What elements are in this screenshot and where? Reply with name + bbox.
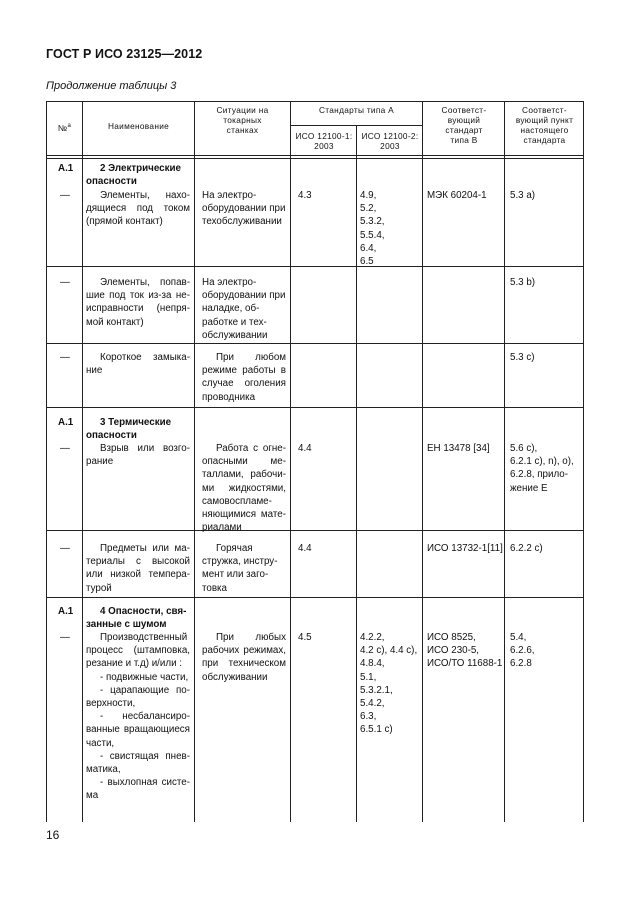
situation: Горячая стружка, инструмент или заготовка (202, 543, 278, 594)
row-line (46, 343, 584, 344)
col-divider-2 (194, 101, 195, 822)
iso-12100-1-ref: 4.5 (298, 632, 312, 643)
row-line (46, 266, 584, 267)
section-heading: 4 Опасности, связанные с шумом (86, 606, 187, 631)
header-bottom-line (46, 155, 584, 156)
header-iso-12100-2: ИСО 12100-2: 2003 (361, 131, 419, 151)
row-number: А.1 (58, 606, 74, 617)
hazard-name: Короткое замыкание (86, 352, 190, 377)
document-title: ГОСТ Р ИСО 23125—2012 (46, 47, 203, 61)
row-number: — (60, 543, 70, 554)
section-heading: 3 Термические опасности (86, 417, 172, 442)
row-number: — (60, 632, 70, 643)
header-situations: Ситуации на токарных станках (216, 105, 269, 135)
type-b-standard: ИСО 8525, ИСО 230-5, ИСО/ТО 11688-1 (427, 632, 503, 670)
header-bottom-line-2 (46, 158, 584, 159)
type-b-standard: ИСО 13732-1[11] (427, 543, 503, 554)
row-number: — (60, 190, 70, 201)
table-border-left (46, 101, 47, 822)
header-type-a: Стандарты типа А (318, 105, 395, 115)
situation: При любом режиме работы в случае оголения проводника (202, 352, 286, 403)
hazard-name: Предметы или материалы с высокой или низкой температурой (86, 543, 190, 594)
situation: При любых рабочих режимах, при техническом обслуживании (202, 632, 286, 683)
col-divider-5 (422, 101, 423, 822)
clause-ref: 5.4, 6.2.6, 6.2.8 (510, 632, 535, 670)
header-name: Наименование (107, 121, 170, 131)
row-line (46, 407, 584, 408)
table-border-top (46, 101, 584, 102)
iso-12100-1-ref: 4.3 (298, 190, 312, 201)
row-number: — (60, 352, 70, 363)
iso-12100-1-ref: 4.4 (298, 443, 312, 454)
page-number: 16 (46, 828, 60, 842)
row-number: — (60, 443, 70, 454)
hazard-name: Производственный процесс (штамповка, резание и т.д) и/или : - подвижные части, - царапающие поверхности, - несбалансированные вращающиеся части, - свистящая пневматика, - выхлопная система (86, 632, 190, 802)
header-iso-12100-1: ИСО 12100-1: 2003 (295, 131, 353, 151)
iso-12100-1-ref: 4.4 (298, 543, 312, 554)
row-number: А.1 (58, 417, 74, 428)
col-divider-6 (504, 101, 505, 822)
header-clause: Соответст- вующий пункт настоящего стандарта (515, 105, 574, 145)
hazard-name: Взрыв или возгорание (86, 443, 190, 468)
iso-12100-2-ref: 4.2.2, 4.2 с), 4.4 с), 4.8.4, 5.1, 5.3.2.1, 5.4.2, 6.3, 6.5.1 с) (360, 632, 418, 736)
hazard-name: Элементы, попавшие под ток из-за неисправности (непрямой контакт) (86, 277, 190, 328)
col-divider-3 (290, 101, 291, 822)
col-divider-4 (356, 125, 357, 822)
type-a-subheader-line (290, 125, 422, 126)
header-type-b: Соответст- вующий стандарт типа В (441, 105, 487, 145)
table-border-right (583, 101, 584, 822)
situation: Работа с огнеопасными металлами, рабочими жидкостями, самовоспламеняющимися материалами (202, 443, 286, 534)
col-divider-1 (82, 101, 83, 822)
clause-ref: 6.2.2 с) (510, 543, 543, 554)
row-number: А.1 (58, 163, 74, 174)
situation: На электрооборудовании при наладке, обработке и техобслуживании (202, 277, 286, 341)
table-continuation-caption: Продолжение таблицы 3 (46, 80, 177, 92)
row-line (46, 597, 584, 598)
header-number: №$^a$ (57, 122, 72, 133)
type-b-standard: МЭК 60204-1 (427, 190, 487, 201)
type-b-standard: ЕН 13478 [34] (427, 443, 490, 454)
clause-ref: 5.6 с), 6.2.1 с), n), о), 6.2.8, приложение Е (510, 443, 574, 494)
hazard-name: Элементы, находящиеся под током (прямой контакт) (86, 190, 190, 228)
row-line (46, 530, 584, 531)
clause-ref: 5.3 с) (510, 352, 535, 363)
clause-ref: 5.3 а) (510, 190, 536, 201)
situation: На электрооборудовании при техобслуживании (202, 190, 286, 228)
clause-ref: 5.3 b) (510, 277, 536, 288)
row-number: — (60, 277, 70, 288)
section-heading: 2 Электрические опасности (86, 163, 181, 188)
iso-12100-2-ref: 4.9, 5.2, 5.3.2, 5.5.4, 6.4, 6.5 (360, 190, 385, 268)
